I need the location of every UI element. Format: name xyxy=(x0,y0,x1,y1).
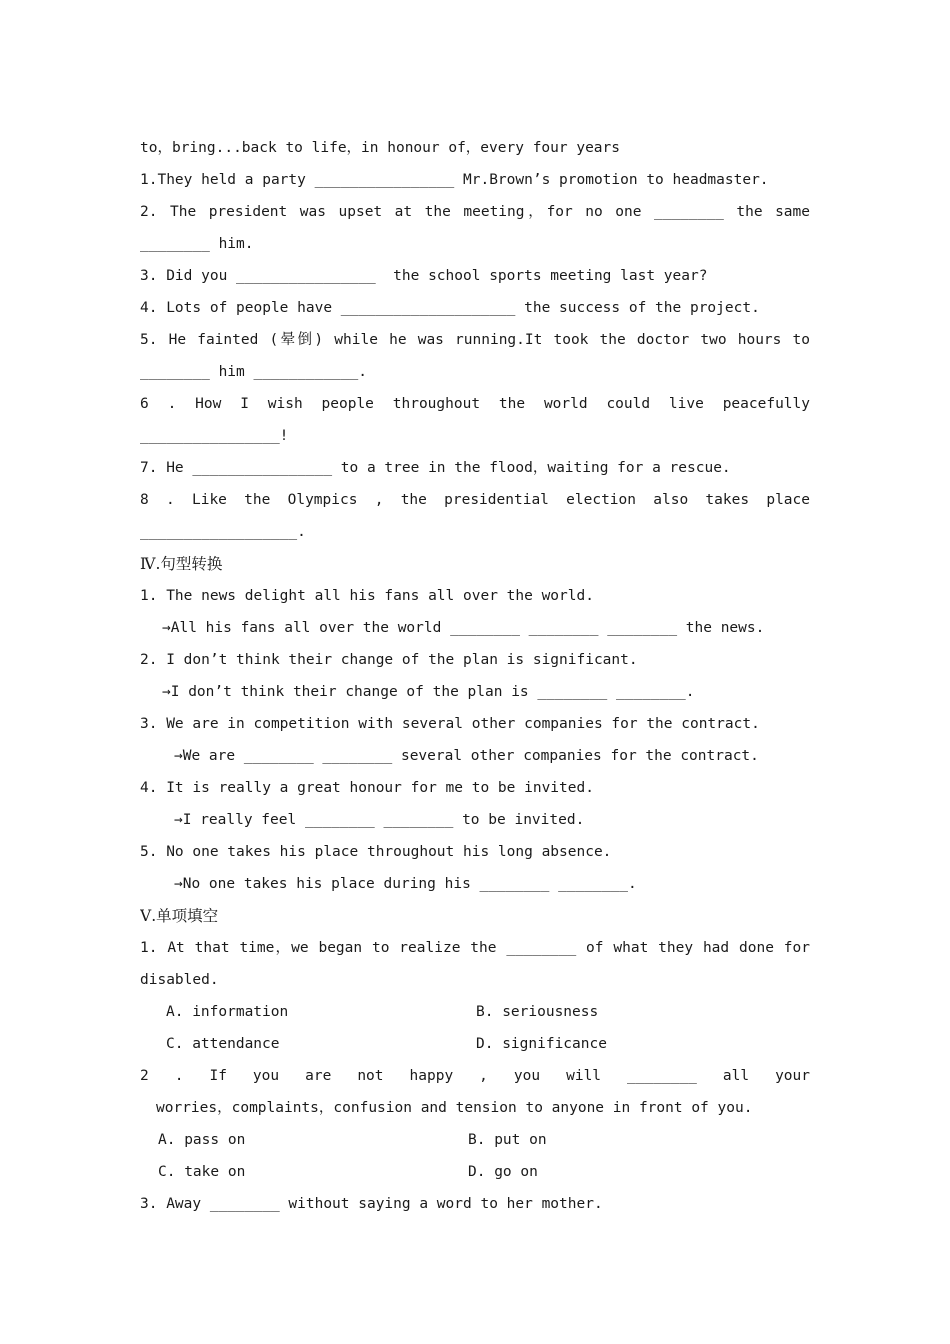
fill-question-1: 1.They held a party ________________ Mr.Brown’s promotion to headmaster. xyxy=(140,172,769,188)
transform-question-2: 2. I don’t think their change of the plan is significant. xyxy=(140,652,638,668)
choice-question-2-options-row-1 xyxy=(140,1124,810,1156)
fill-question-3: 3. Did you ________________ the school sports meeting last year? xyxy=(140,268,708,284)
word-bank: to，bring...back to life，in honour of，every four years xyxy=(140,140,620,156)
section-4-heading: Ⅳ.句型转换 xyxy=(140,555,223,573)
transform-question-3: 3. We are in competition with several other companies for the contract. xyxy=(140,716,760,732)
choice-question-1: 1. At that time，we began to realize the ________ of what they had done for xyxy=(140,940,810,956)
fill-question-8-cont: __________________. xyxy=(140,524,306,540)
transform-answer-5: →No one takes his place during his ________ ________. xyxy=(174,876,637,892)
fill-question-6-cont: ________________! xyxy=(140,428,289,444)
section-5-heading: Ⅴ.单项填空 xyxy=(140,907,219,925)
transform-answer-1: →All his fans all over the world ________ ________ ________ the news. xyxy=(162,620,765,636)
option-b: B. put on xyxy=(468,1132,547,1148)
choice-question-2-cont: worries，complaints，confusion and tension to anyone in front of you. xyxy=(156,1100,753,1116)
fill-question-6: 6 . How I wish people throughout the world could live peacefully xyxy=(140,396,810,412)
choice-question-1-cont: disabled. xyxy=(140,972,219,988)
transform-answer-4: →I really feel ________ ________ to be invited. xyxy=(174,812,585,828)
choice-question-1-options-row-2 xyxy=(140,1028,810,1060)
transform-answer-2: →I don’t think their change of the plan is ________ ________. xyxy=(162,684,695,700)
option-b: B. seriousness xyxy=(476,1004,599,1020)
option-a: A. pass on xyxy=(158,1132,246,1148)
fill-question-2-cont: ________ him. xyxy=(140,236,254,252)
choice-question-3: 3. Away ________ without saying a word to her mother. xyxy=(140,1196,603,1212)
transform-question-4: 4. It is really a great honour for me to be invited. xyxy=(140,780,594,796)
fill-question-2: 2. The president was upset at the meeting，for no one ________ the same xyxy=(140,204,810,220)
worksheet-page xyxy=(140,132,810,1220)
option-a: A. information xyxy=(166,1004,289,1020)
option-d: D. go on xyxy=(468,1164,538,1180)
choice-question-2: 2 . If you are not happy , you will ________ all your xyxy=(140,1068,810,1084)
fill-question-5: 5. He fainted (晕倒) while he was running.It took the doctor two hours to xyxy=(140,332,810,348)
option-d: D. significance xyxy=(476,1036,607,1052)
choice-question-1-options-row-1 xyxy=(140,996,810,1028)
fill-question-8: 8 . Like the Olympics , the presidential election also takes place xyxy=(140,492,810,508)
choice-question-2-options-row-2 xyxy=(140,1156,810,1188)
transform-question-1: 1. The news delight all his fans all over the world. xyxy=(140,588,594,604)
transform-question-5: 5. No one takes his place throughout his long absence. xyxy=(140,844,612,860)
transform-answer-3: →We are ________ ________ several other companies for the contract. xyxy=(174,748,759,764)
fill-question-7: 7. He ________________ to a tree in the flood，waiting for a rescue. xyxy=(140,460,731,476)
option-c: C. take on xyxy=(158,1164,246,1180)
fill-question-4: 4. Lots of people have ____________________ the success of the project. xyxy=(140,300,760,316)
fill-question-5-cont: ________ him ____________. xyxy=(140,364,367,380)
option-c: C. attendance xyxy=(166,1036,280,1052)
